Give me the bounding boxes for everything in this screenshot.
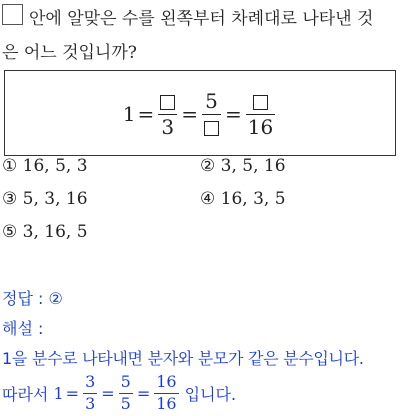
equals-sign: = xyxy=(137,102,155,126)
choice-marker: ④ xyxy=(200,189,216,209)
choice-4[interactable] xyxy=(200,189,286,209)
fraction-3 xyxy=(246,91,275,138)
blank-square-icon xyxy=(253,95,268,110)
answer-line xyxy=(2,286,63,309)
fraction-2 xyxy=(202,88,221,138)
final-fraction-1 xyxy=(83,371,97,413)
equation-lead: 1 xyxy=(122,102,136,126)
final-fraction-1-numerator: 3 xyxy=(85,371,96,391)
choice-3[interactable] xyxy=(2,189,88,209)
explanation-text: 1을 분수로 나타내면 분자와 분모가 같은 분수입니다. xyxy=(2,349,364,368)
fraction-2-numerator: 5 xyxy=(205,88,218,113)
final-prefix: 따라서 xyxy=(2,384,54,404)
final-fraction-2-numerator: 5 xyxy=(120,371,131,391)
choice-marker: ② xyxy=(200,156,216,176)
choice-marker: ③ xyxy=(2,189,18,209)
question-line-1: 안에 알맞은 수를 왼쪽부터 차례대로 나타낸 것 xyxy=(29,9,374,29)
question-line-2: 은 어느 것입니까? xyxy=(2,43,137,63)
choice-1[interactable] xyxy=(2,156,88,176)
choice-text: 3, 16, 5 xyxy=(22,222,88,242)
fraction-1-denominator: 3 xyxy=(161,114,175,139)
final-one: 1 xyxy=(53,383,64,403)
final-fraction-3-numerator: 16 xyxy=(156,371,177,391)
answer-value: ② xyxy=(48,289,63,308)
fraction-1 xyxy=(158,91,177,138)
final-fraction-3-denominator: 16 xyxy=(156,393,177,413)
choice-text: 5, 3, 16 xyxy=(22,189,88,209)
equals-sign: = xyxy=(65,383,80,403)
fraction-3-denominator: 16 xyxy=(247,114,274,139)
choice-text: 16, 3, 5 xyxy=(220,189,286,209)
choice-text: 16, 5, 3 xyxy=(22,156,88,176)
equals-sign: = xyxy=(101,383,115,403)
choice-marker: ⑤ xyxy=(2,222,18,242)
blank-box-icon xyxy=(2,4,23,25)
equals-sign: = xyxy=(181,102,199,126)
final-suffix: 입니다. xyxy=(184,384,237,404)
final-fraction-2 xyxy=(119,371,133,413)
choice-2[interactable] xyxy=(200,156,286,176)
final-fraction-1-denominator: 3 xyxy=(85,393,96,413)
blank-square-icon xyxy=(204,121,219,136)
choice-text: 3, 5, 16 xyxy=(220,156,286,176)
equation-box xyxy=(4,70,396,156)
explanation-label: 해설 : xyxy=(2,319,44,338)
equals-sign: = xyxy=(225,102,242,126)
choice-5[interactable] xyxy=(2,222,88,242)
final-statement xyxy=(2,372,236,414)
answer-label: 정답 : xyxy=(2,289,49,308)
final-fraction-3 xyxy=(154,371,178,413)
final-fraction-2-denominator: 5 xyxy=(120,393,131,413)
choice-marker: ① xyxy=(2,156,18,176)
blank-square-icon xyxy=(160,95,175,110)
equation-row xyxy=(5,81,395,147)
equals-sign: = xyxy=(136,383,151,403)
